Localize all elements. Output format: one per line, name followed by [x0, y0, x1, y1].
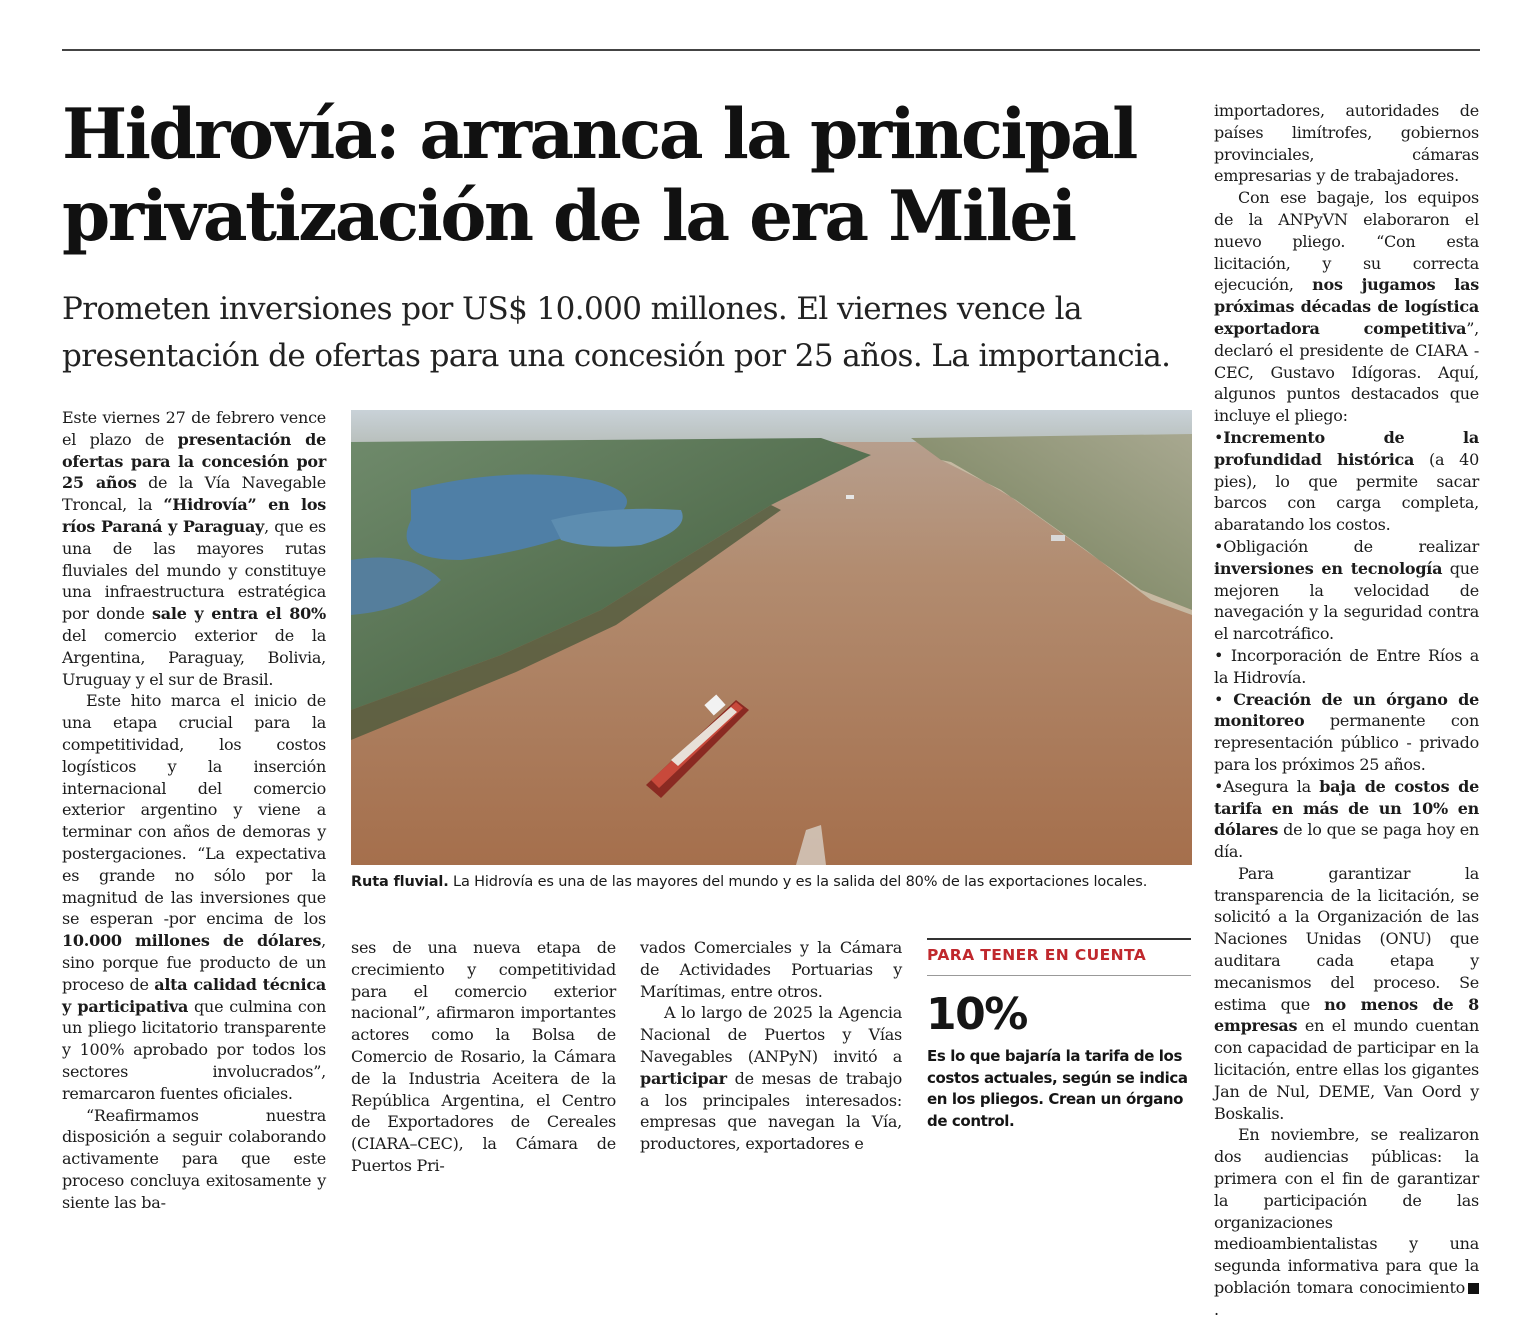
paragraph: A lo largo de 2025 la Agencia Nacional de Puertos y Vías Navegables (ANPyN) invitó a participar de mesas de trabajo a los principales interesados: empresas que navegan la Vía, productores, exportadores e	[640, 1003, 902, 1154]
river-aerial-image	[351, 410, 1192, 865]
article-column-4	[1214, 100, 1479, 1321]
end-mark-icon	[1468, 1283, 1479, 1294]
sidebar-big-number: 10%	[926, 989, 1027, 1040]
paragraph: Con ese bagaje, los equipos de la ANPyVN elaboraron el nuevo pliego. “Con esta licitación, y su correcta ejecución, nos jugamos las próximas décadas de logística exportadora competitiva”, declaró el presidente de CIARA - CEC, Gustavo Idígoras. Aquí, algunos puntos destacados que incluye el pliego:	[1214, 188, 1479, 426]
paragraph: Para garantizar la transparencia de la licitación, se solicitó a la Organización de las Naciones Unidas (ONU) que auditara cada etapa y mecanismos del proceso. Se estima que no menos de 8 empresas en el mundo cuentan con capacidad de participar en la licitación, entre ellas los gigantes Jan de Nul, DEME, Van Oord y Boskalis.	[1214, 863, 1480, 1123]
subheadline: Prometen inversiones por US$ 10.000 millones. El viernes vence la presentación de ofertas para una concesión por 25 años. La importancia.	[62, 291, 1171, 374]
photo-caption: Ruta fluvial. La Hidrovía es una de las mayores del mundo y es la salida del 80% de las exportaciones locales.	[351, 874, 1148, 890]
sidebar-label: PARA TENER EN CUENTA	[927, 946, 1147, 964]
article-column-2	[351, 937, 616, 1177]
paragraph: En noviembre, se realizaron dos audiencias públicas: la primera con el fin de garantizar la participación de las organizaciones medioambientalistas y una segunda informativa para que la población tomara conocimiento.	[1214, 1125, 1479, 1319]
bullet-item: • Creación de un órgano de monitoreo permanente con representación público - privado para los próximos 25 años.	[1214, 689, 1479, 774]
top-rule	[62, 49, 1480, 51]
paragraph: vados Comerciales y la Cámara de Actividades Portuarias y Marítimas, entre otros.	[640, 938, 902, 1001]
article-column-1	[62, 407, 326, 1213]
bullet-item: • Incorporación de Entre Ríos a la Hidrovía.	[1214, 645, 1479, 687]
bullet-item: •Obligación de realizar inversiones en tecnología que mejoren la velocidad de navegación y la seguridad contra el narcotráfico.	[1214, 536, 1479, 644]
bullet-item: •Incremento de la profundidad histórica (a 40 pies), lo que permite sacar barcos con carga completa, abaratando los costos.	[1214, 427, 1479, 535]
paragraph: Este hito marca el inicio de una etapa crucial para la competitividad, los costos logísticos y la inserción internacional del comercio exterior argentino y viene a terminar con años de demoras y postergaciones. “La expectativa es grande no sólo por la magnitud de las inversiones que se esperan -por encima de los 10.000 millones de dólares, sino porque fue producto de un proceso de alta calidad técnica y participativa que culmina con un pliego licitatorio transparente y 100% aprobado por todos los sectores involucrados”, remarcaron fuentes oficiales.	[62, 691, 327, 1103]
sidebar-text: Es lo que bajaría la tarifa de los costos actuales, según se indica en los pliegos. Crean un órgano de control.	[927, 1047, 1188, 1130]
river-photo	[351, 410, 1192, 865]
headline: Hidrovía: arranca la principal privatización de la era Milei	[62, 94, 1136, 257]
paragraph: “Reafirmamos nuestra disposición a seguir colaborando activamente para que este proceso concluya exitosamente y siente las ba-	[62, 1105, 326, 1212]
bullet-item: •Asegura la baja de costos de tarifa en más de un 10% en dólares de lo que se paga hoy en día.	[1214, 776, 1480, 862]
paragraph: Este viernes 27 de febrero vence el plazo de presentación de ofertas para la concesión por 25 años de la Vía Navegable Troncal, la “Hidrovía” en los ríos Paraná y Paraguay, que es una de las mayores rutas fluviales del mundo y constituye una infraestructura estratégica por donde sale y entra el 80% del comercio exterior de la Argentina, Paraguay, Bolivia, Uruguay y el sur de Brasil.	[62, 408, 327, 689]
article-column-3	[640, 937, 902, 1155]
paragraph: importadores, autoridades de países limítrofes, gobiernos provinciales, cámaras empresarias y de trabajadores.	[1214, 101, 1479, 186]
sidebar-rule	[927, 975, 1191, 976]
paragraph: ses de una nueva etapa de crecimiento y competitividad para el comercio exterior nacional”, afirmaron importantes actores como la Bolsa de Comercio de Rosario, la Cámara de la Industria Aceitera de la República Argentina, el Centro de Exportadores de Cereales (CIARA–CEC), la Cámara de Puertos Pri-	[351, 938, 616, 1175]
sidebar-top-rule	[927, 938, 1191, 940]
